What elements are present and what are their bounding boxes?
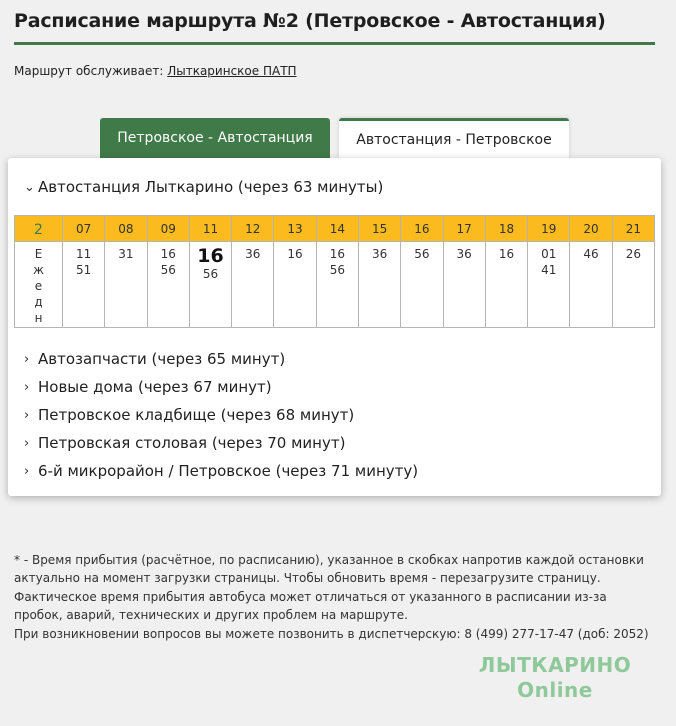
page-title: Расписание маршрута №2 (Петровское - Автостанция) xyxy=(14,10,606,32)
hour-cell: 19 xyxy=(528,216,570,242)
stop-item[interactable] xyxy=(24,429,418,457)
minute-value: 51 xyxy=(76,263,92,277)
minute-value: 31 xyxy=(118,247,134,261)
title-divider xyxy=(14,42,655,45)
logo-line-1: ЛЫТКАРИНО xyxy=(478,653,632,677)
stop-label: Автостанция Лыткарино (через 63 минуты) xyxy=(38,178,384,196)
minute-value: 56 xyxy=(160,263,176,277)
footer-note xyxy=(14,551,654,643)
tab-petrovskoe-avtostantsiya[interactable]: Петровское - Автостанция xyxy=(100,118,330,158)
hour-cell: 16 xyxy=(401,216,443,242)
minute-value: 26 xyxy=(625,247,641,261)
chevron-right-icon: › xyxy=(24,407,30,423)
minute-value: 16 xyxy=(498,247,515,261)
minutes-cell xyxy=(401,242,443,328)
minutes-cell xyxy=(147,242,189,328)
operator-prefix: Маршрут обслуживает: xyxy=(14,64,164,78)
contact-text: При возникновении вопросов вы можете позвонить в диспетчерскую: 8 (499) 277-17-47 (доб: 2052) xyxy=(14,626,649,641)
minute-value: 41 xyxy=(541,263,557,277)
hour-cell: 09 xyxy=(147,216,189,242)
stop-item[interactable] xyxy=(24,457,418,485)
minute-value: 16 xyxy=(160,247,176,261)
chevron-down-icon: ⌄ xyxy=(24,179,35,195)
minutes-cell xyxy=(528,242,570,328)
hour-cell: 18 xyxy=(485,216,527,242)
stop-item[interactable] xyxy=(24,345,418,373)
chevron-right-icon: › xyxy=(24,435,30,451)
minutes-cell xyxy=(232,242,274,328)
stop-label: 6-й микрорайон / Петровское (через 71 минуту) xyxy=(38,462,419,480)
hour-row xyxy=(15,216,655,242)
operator-link[interactable]: Лыткаринское ПАТП xyxy=(167,64,297,78)
site-logo[interactable] xyxy=(472,653,638,703)
minutes-row xyxy=(15,242,655,328)
days-letter: Е xyxy=(34,247,43,261)
hour-cell: 12 xyxy=(232,216,274,242)
chevron-right-icon: › xyxy=(24,379,30,395)
stop-label: Автозапчасти (через 65 минут) xyxy=(38,350,286,368)
minutes-cell xyxy=(443,242,485,328)
minute-value: 16 xyxy=(287,247,303,261)
minutes-cell xyxy=(612,242,654,328)
stop-item[interactable] xyxy=(24,401,418,429)
minute-value: 36 xyxy=(371,247,388,261)
stop-label: Петровская столовая (через 70 минут) xyxy=(38,434,346,452)
hour-cell: 15 xyxy=(358,216,400,242)
route-number-cell: 2 xyxy=(15,216,63,242)
minute-value: 01 xyxy=(541,247,557,261)
stops-list xyxy=(24,345,418,485)
hour-cell: 07 xyxy=(63,216,105,242)
minute-value: 46 xyxy=(583,247,599,261)
hour-cell: 17 xyxy=(443,216,485,242)
logo-line-2: Online xyxy=(517,678,593,702)
minutes-cell xyxy=(274,242,316,328)
minutes-cell xyxy=(570,242,612,328)
schedule-panel xyxy=(8,158,661,496)
minutes-cell xyxy=(105,242,147,328)
minute-value: 11 xyxy=(76,247,92,261)
hour-cell: 20 xyxy=(570,216,612,242)
days-letter: д xyxy=(34,295,43,309)
hour-cell: 11 xyxy=(189,216,231,242)
minutes-cell xyxy=(358,242,400,328)
hour-cell: 13 xyxy=(274,216,316,242)
minute-value: 36 xyxy=(245,247,261,261)
minutes-cell xyxy=(316,242,358,328)
stop-item[interactable] xyxy=(24,373,418,401)
chevron-right-icon: › xyxy=(24,463,30,479)
stop-label: Петровское кладбище (через 68 минут) xyxy=(38,406,355,424)
hour-cell: 21 xyxy=(612,216,654,242)
stop-item-expanded[interactable] xyxy=(24,178,383,196)
minutes-cell xyxy=(63,242,105,328)
minutes-cell xyxy=(485,242,527,328)
days-letter: ж xyxy=(33,263,44,277)
operator-line xyxy=(14,64,297,78)
days-label-cell xyxy=(15,242,63,328)
minute-value: 56 xyxy=(202,267,219,281)
tab-avtostantsiya-petrovskoe[interactable]: Автостанция - Петровское xyxy=(339,118,569,158)
minutes-cell-current xyxy=(189,242,231,328)
days-letter: н xyxy=(34,311,43,325)
stop-label: Новые дома (через 67 минут) xyxy=(38,378,272,396)
days-letter: е xyxy=(34,279,43,293)
timetable xyxy=(14,215,655,328)
minute-value: 16 xyxy=(329,247,345,261)
disclaimer-text: * - Время прибытия (расчётное, по расписанию), указанное в скобках напротив каждой остановки актуально на момент загрузки страницы. Чтобы обновить время - перезагрузите страницу. Фактическое время прибытия автобуса может отличаться от указанного в расписании из-за пробок, аварий, технических и других проблем на маршруте. xyxy=(14,553,644,623)
hour-cell: 08 xyxy=(105,216,147,242)
minute-value: 36 xyxy=(456,247,472,261)
minute-value: 56 xyxy=(414,247,430,261)
minute-value-next: 16 xyxy=(197,245,224,267)
minute-value: 56 xyxy=(329,263,345,277)
hour-cell: 14 xyxy=(316,216,358,242)
chevron-right-icon: › xyxy=(24,351,30,367)
